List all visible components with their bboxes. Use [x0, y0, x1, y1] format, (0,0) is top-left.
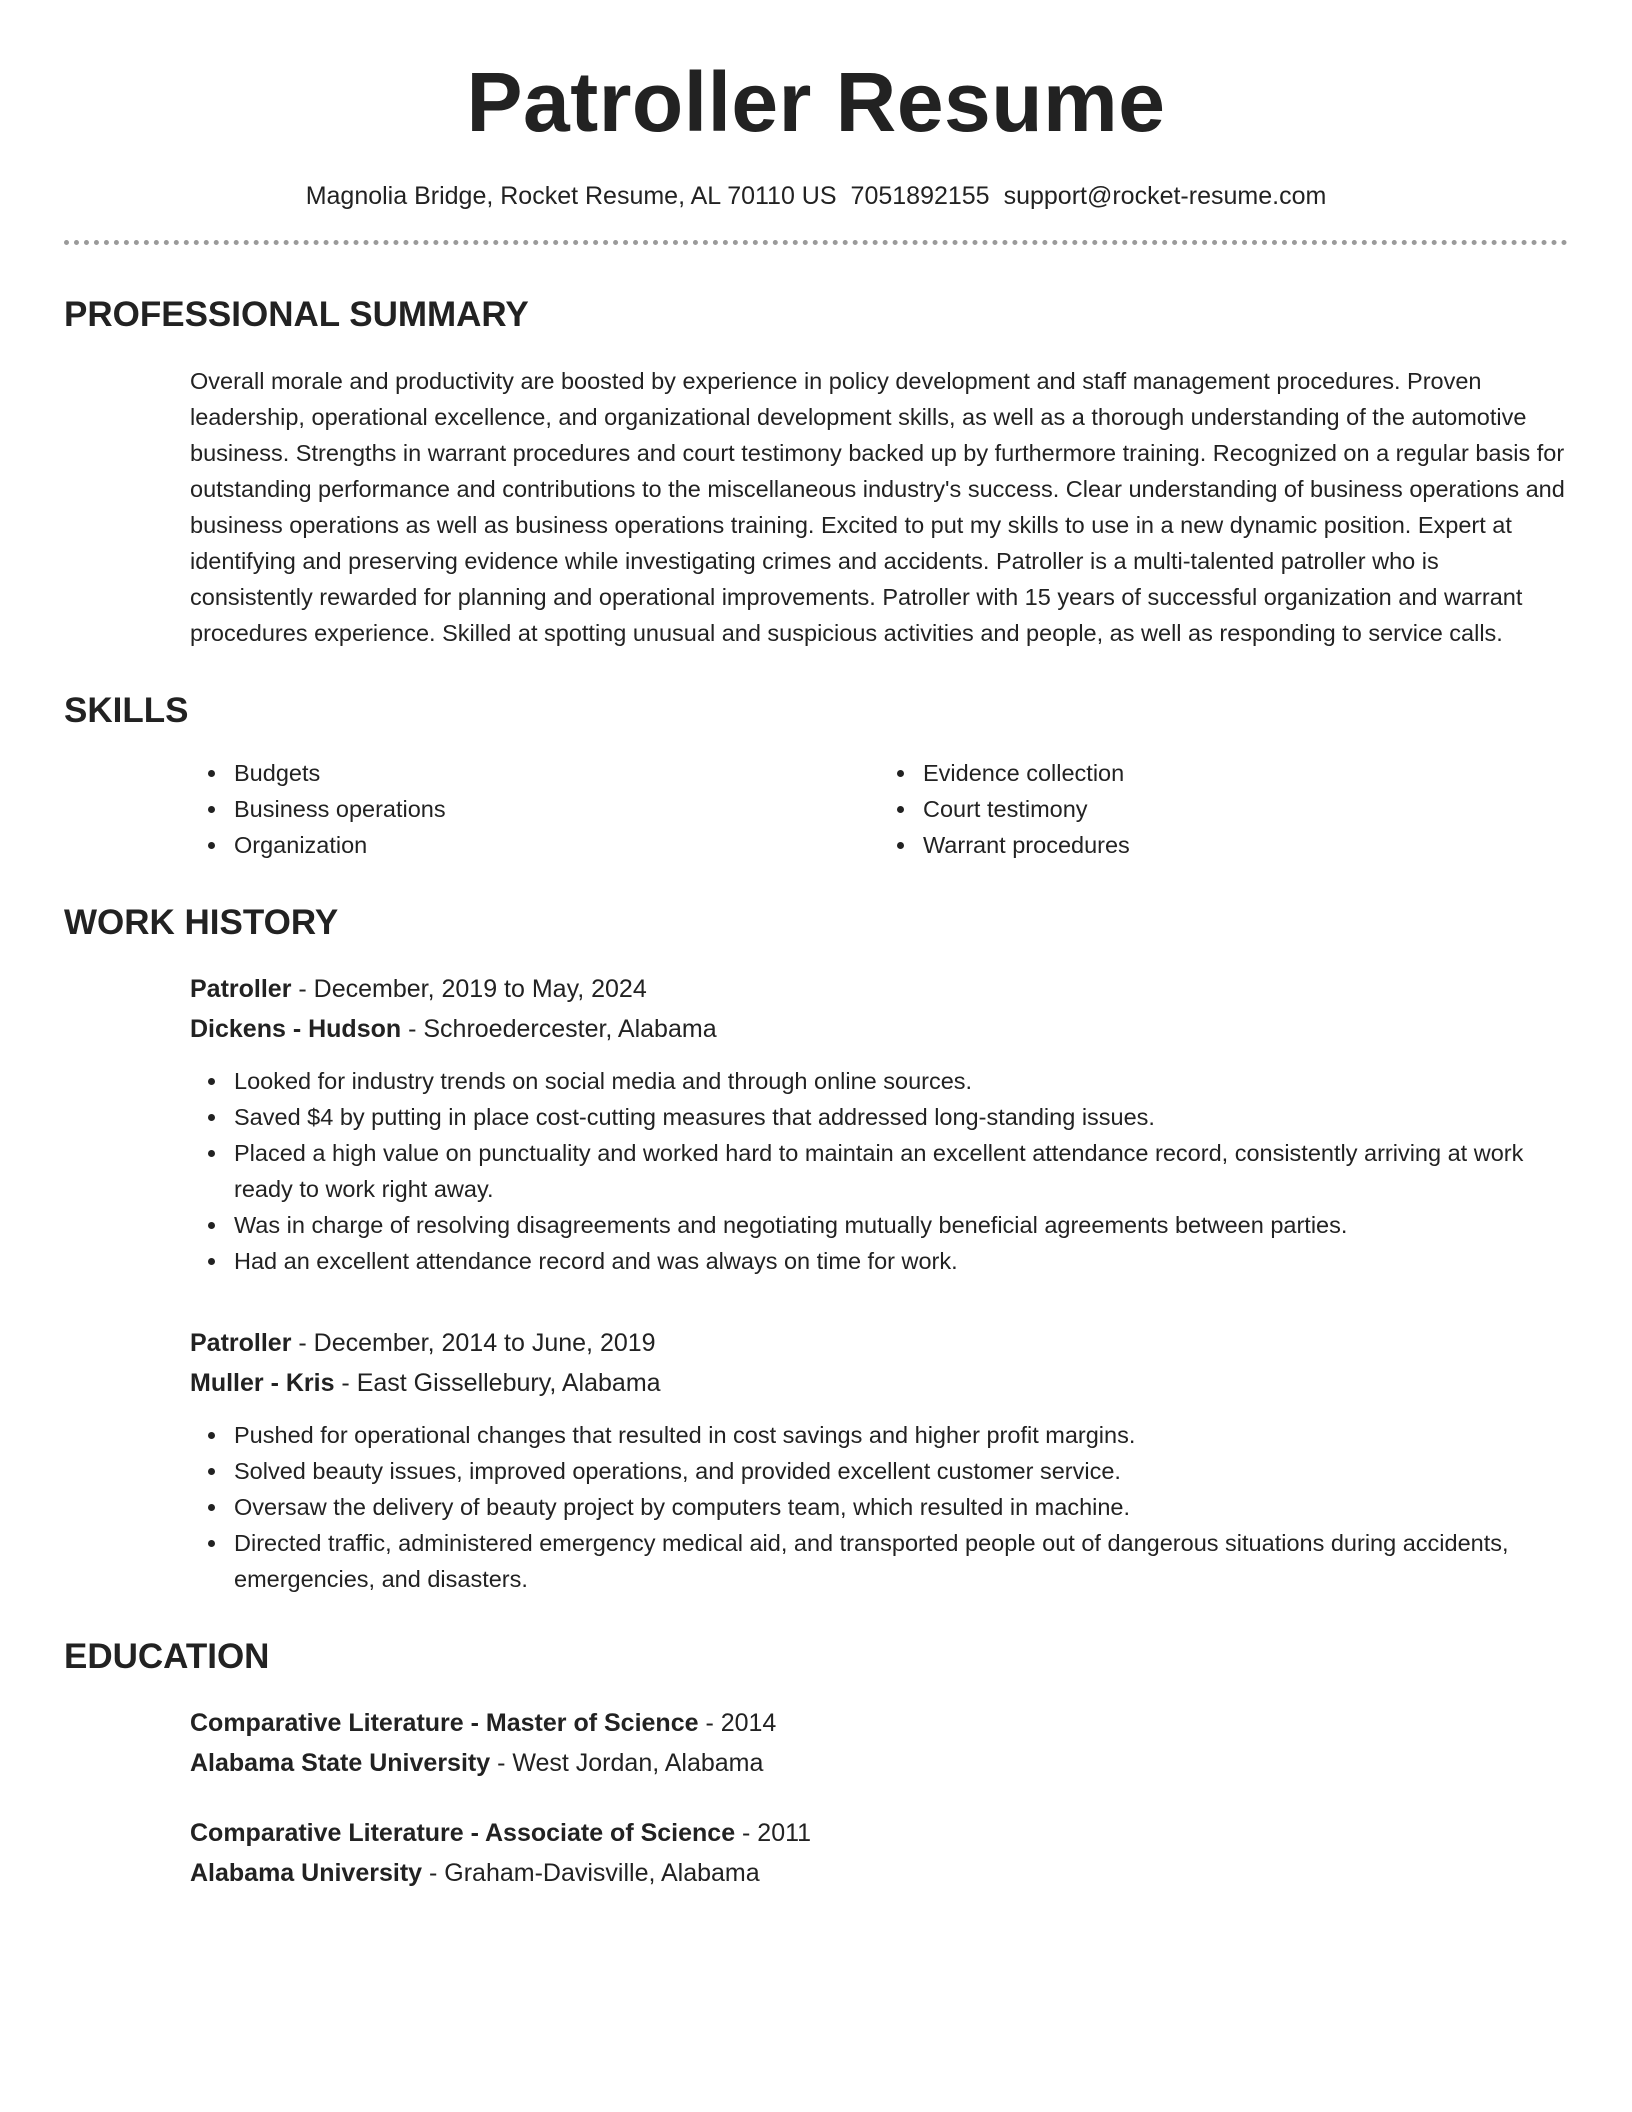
education-school: Alabama State University: [190, 1749, 491, 1777]
contact-address: Magnolia Bridge, Rocket Resume, AL 70110 US: [305, 182, 837, 210]
contact-line: [64, 180, 1568, 212]
job-position: Patroller: [190, 975, 292, 1003]
job-bullet: Pushed for operational changes that resulted in cost savings and higher profit margins.: [234, 1417, 1568, 1453]
skills-heading: SKILLS: [64, 691, 189, 730]
education-section: [64, 1635, 1568, 1893]
skill-item: Evidence collection: [923, 755, 1568, 791]
job-bullet: Had an excellent attendance record and was always on time for work.: [234, 1243, 1568, 1279]
job-bullet: Oversaw the delivery of beauty project by computers team, which resulted in machine.: [234, 1489, 1568, 1525]
education-year: - 2011: [735, 1819, 812, 1847]
work-history-section: [64, 901, 1568, 1597]
education-year: - 2014: [698, 1709, 777, 1737]
education-school-line: [190, 1743, 1568, 1783]
summary-heading: PROFESSIONAL SUMMARY: [64, 295, 529, 334]
job-bullet: Solved beauty issues, improved operations, and provided excellent customer service.: [234, 1453, 1568, 1489]
work-history-heading: WORK HISTORY: [64, 903, 339, 942]
header-divider: [64, 240, 1568, 245]
job-bullet: Looked for industry trends on social media and through online sources.: [234, 1063, 1568, 1099]
job-company: Dickens - Hudson: [190, 1015, 402, 1043]
skill-item: Business operations: [234, 791, 879, 827]
job-bullets: [190, 1417, 1568, 1597]
contact-email: support@rocket-resume.com: [1003, 182, 1327, 210]
education-location: - Graham-Davisville, Alabama: [422, 1859, 760, 1887]
job-bullet: Placed a high value on punctuality and worked hard to maintain an excellent attendance record, consistently arriving at work ready to work right away.: [234, 1135, 1568, 1207]
education-location: - West Jordan, Alabama: [490, 1749, 764, 1777]
skill-item: Budgets: [234, 755, 879, 791]
job-entry: [190, 1323, 1568, 1597]
resume-header: [64, 0, 1568, 245]
job-dates: - December, 2014 to June, 2019: [291, 1329, 656, 1357]
job-company-line: [190, 1009, 1568, 1049]
job-position: Patroller: [190, 1329, 292, 1357]
job-company-line: [190, 1363, 1568, 1403]
skills-list-right: [879, 755, 1568, 863]
job-title-line: [190, 1323, 1568, 1363]
skill-item: Organization: [234, 827, 879, 863]
education-entry: [190, 1813, 1568, 1893]
job-title-line: [190, 969, 1568, 1009]
job-bullet: Was in charge of resolving disagreements and negotiating mutually beneficial agreements between parties.: [234, 1207, 1568, 1243]
skills-section: [64, 689, 1568, 863]
skills-grid: [190, 755, 1568, 863]
job-company: Muller - Kris: [190, 1369, 335, 1397]
skill-item: Warrant procedures: [923, 827, 1568, 863]
education-degree: Comparative Literature - Associate of Science: [190, 1819, 736, 1847]
job-bullet: Directed traffic, administered emergency medical aid, and transported people out of dangerous situations during accidents, emergencies, and disasters.: [234, 1525, 1568, 1597]
job-bullets: [190, 1063, 1568, 1279]
resume-title: Patroller Resume: [466, 55, 1166, 149]
education-degree: Comparative Literature - Master of Science: [190, 1709, 699, 1737]
education-school-line: [190, 1853, 1568, 1893]
education-degree-line: [190, 1703, 1568, 1743]
summary-section: [64, 293, 1568, 651]
education-school: Alabama University: [190, 1859, 423, 1887]
summary-text: Overall morale and productivity are boosted by experience in policy development and staff management procedures. Proven leadership, operational excellence, and organizational development skills, as well as a thorough understanding of the automotive business. Strengths in warrant procedures and court testimony backed up by furthermore training. Recognized on a regular basis for outstanding performance and contributions to the miscellaneous industry's success. Clear understanding of business operations and business operations as well as business operations training. Excited to put my skills to use in a new dynamic position. Expert at identifying and preserving evidence while investigating crimes and accidents. Patroller is a multi-talented patroller who is consistently rewarded for planning and operational improvements. Patroller with 15 years of successful organization and warrant procedures experience. Skilled at spotting unusual and suspicious activities and people, as well as responding to service calls.: [190, 368, 1565, 646]
job-entry: [190, 969, 1568, 1279]
job-location: - Schroedercester, Alabama: [401, 1015, 717, 1043]
job-location: - East Gissellebury, Alabama: [334, 1369, 661, 1397]
skills-list-left: [190, 755, 879, 863]
skill-item: Court testimony: [923, 791, 1568, 827]
education-entry: [190, 1703, 1568, 1783]
contact-phone: 7051892155: [850, 182, 990, 210]
job-dates: - December, 2019 to May, 2024: [291, 975, 647, 1003]
job-bullet: Saved $4 by putting in place cost-cutting measures that addressed long-standing issues.: [234, 1099, 1568, 1135]
education-degree-line: [190, 1813, 1568, 1853]
education-heading: EDUCATION: [64, 1637, 270, 1676]
